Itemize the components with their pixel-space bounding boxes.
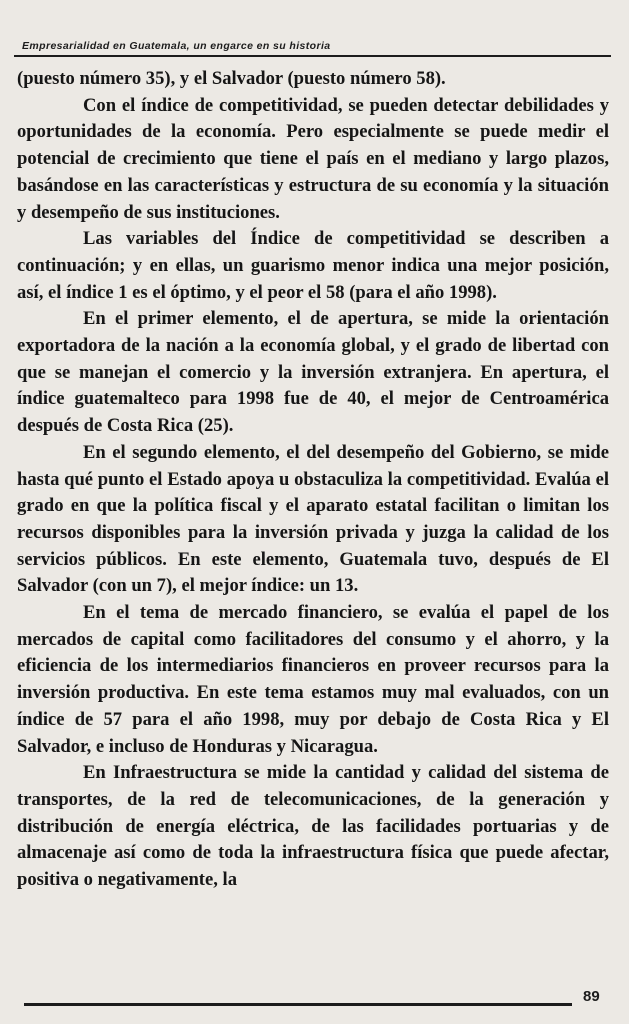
page-number: 89 (583, 988, 600, 1005)
paragraph: En el primer elemento, el de apertura, se mide la orientación exportadora de la nación a la economía global, y el grado de libertad con que se manejan el comercio y la inversión extranjera. En apertura, el índice guatemalteco para 1998 fue de 40, el mejor de Centroamérica después de Costa Rica (25). (17, 308, 609, 437)
paragraph: Las variables del Índice de competitividad se describen a continuación; y en ellas, un guarismo menor indica una mejor posición, así, el índice 1 es el óptimo, y el peor el 58 (para el año 1998). (17, 228, 609, 303)
paragraph: Con el índice de competitividad, se pueden detectar debilidades y oportunidades de la economía. Pero especialmente se puede medir el potencial de crecimiento que tiene el país en el mediano y largo plazos, basándose en las características y estructura de su economía y la situación y desempeño de sus instituciones. (17, 94, 609, 223)
paragraph: En el segundo elemento, el del desempeño del Gobierno, se mide hasta qué punto el Estado apoya u obstaculiza la competitividad. Evalúa el grado en que la política fiscal y el aparato estatal facilitan o limitan los recursos disponibles para la inversión privada y juzga la calidad de los servicios públicos. En este elemento, Guatemala tuvo, después de El Salvador (con un 7), el mejor índice: un 13. (17, 441, 609, 597)
running-header: Empresarialidad en Guatemala, un engarce en su historia (22, 40, 331, 52)
footer-rule (24, 1003, 572, 1006)
body-text (17, 66, 609, 894)
paragraph: (puesto número 35), y el Salvador (puesto número 58). (17, 68, 446, 89)
header-rule (14, 55, 611, 57)
paragraph: En el tema de mercado financiero, se evalúa el papel de los mercados de capital como facilitadores del consumo y el ahorro, y la eficiencia de los intermediarios financieros en proveer recursos para la inversión productiva. En este tema estamos muy mal evaluados, con un índice de 57 para el año 1998, muy por debajo de Costa Rica y El Salvador, e incluso de Honduras y Nicaragua. (17, 602, 609, 757)
paragraph: En Infraestructura se mide la cantidad y calidad del sistema de transportes, de la red de telecomunicaciones, de la generación y distribución de energía eléctrica, de las facilidades portuarias y de almacenaje así como de toda la infraestructura física que puede afectar, positiva o negativamente, la (17, 762, 609, 891)
